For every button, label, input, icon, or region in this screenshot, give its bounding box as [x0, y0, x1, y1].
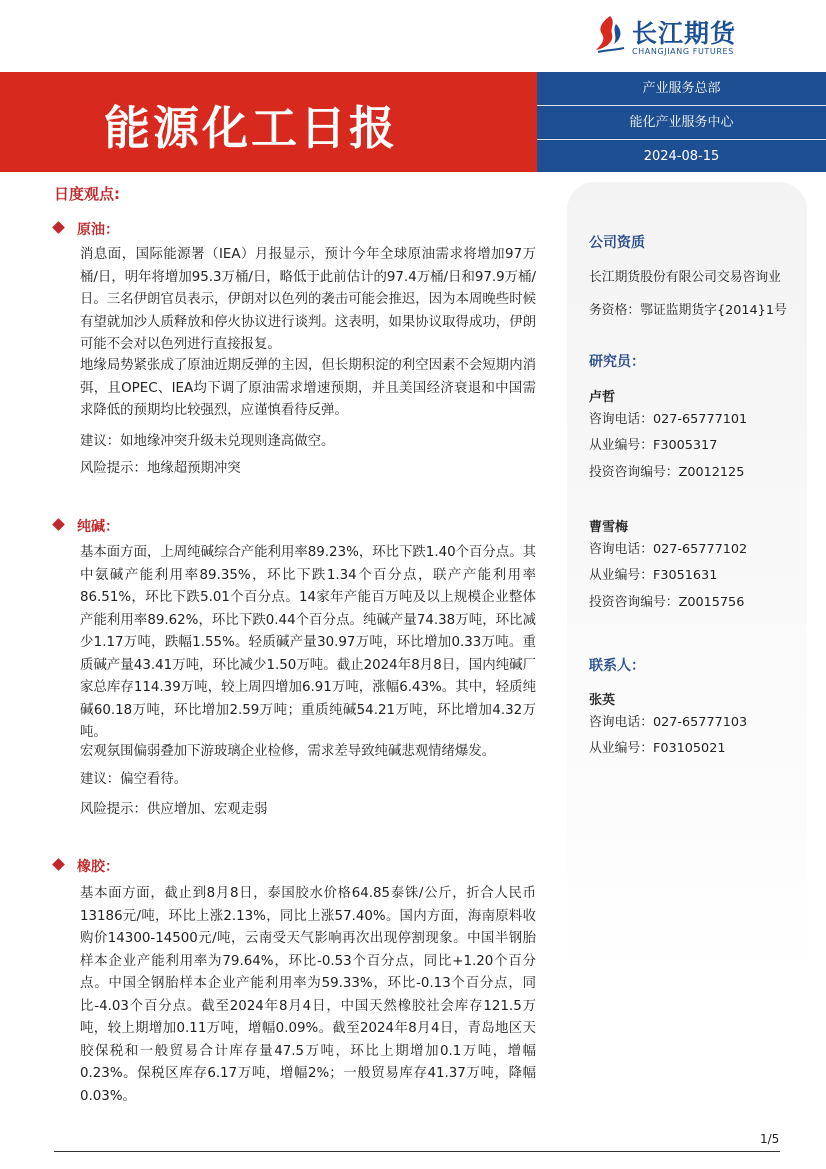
- title-banner: [0, 72, 537, 172]
- report-date: 2024-08-15: [643, 149, 720, 164]
- diamond-bullet-icon: [52, 221, 65, 234]
- service-center: 能化产业服务中心: [629, 115, 734, 130]
- page-number: 1/5: [760, 1132, 780, 1146]
- crude-risk: 风险提示：地缘超预期冲突: [80, 461, 241, 476]
- soda-paragraph-1: 基本面方面，上周纯碱综合产能利用率89.23%，环比下跌1.40个百分点。其中氨碱产能利用率89.35%，环比下跌1.34个百分点，联产产能利用率86.51%，环比下跌5.01个百分点。14家年产能百万吨及以上规模企业整体产能利用率89.62%，环比下跌0.44个百分点。纯碱产量74.38万吨，环比减少1.17万吨，跌幅1.55%。轻质碱产量30.97万吨，环比增加0.33万吨。重质碱产量43.41万吨，环比减少1.50万吨。截止2024年8月8日，国内纯碱厂家总库存114.39万吨，较上周四增加6.91万吨，涨幅6.43%。其中，轻质纯碱60.18万吨，环比增加2.59万吨；重质纯碱54.21万吨，环比增加4.32万吨。: [80, 545, 536, 740]
- logo-text-en: CHANGJIANG FUTURES: [632, 47, 734, 56]
- crude-advice: 建议：如地缘冲突升级未兑现则逢高做空。: [80, 434, 335, 449]
- crude-paragraph-1: 消息面，国际能源署（IEA）月报显示，预计今年全球原油需求将增加97万桶/日，明年将增加95.3万桶/日，略低于此前估计的97.4万桶/日和97.9万桶/日。三名伊朗官员表示，伊朗对以色列的袭击可能会推迟，因为本周晚些时候有望就加沙人质释放和停火协议进行谈判。这表明，如果协议取得成功，伊朗可能不会对以色列进行直接报复。: [80, 247, 536, 352]
- soda-heading: 纯碱：: [54, 516, 119, 536]
- researcher-name: 曹雪梅: [589, 520, 629, 535]
- diamond-bullet-icon: [52, 518, 65, 531]
- soda-advice: 建议：偏空看待。: [80, 772, 188, 787]
- researcher-license: 从业编号：F3005317: [589, 438, 718, 453]
- researcher-phone: 咨询电话：027-65777102: [589, 542, 748, 557]
- crude-heading: 原油：: [54, 219, 119, 239]
- researcher-consult-id: 投资咨询编号：Z0012125: [589, 465, 745, 480]
- company-logo: [592, 14, 762, 58]
- contact-license: 从业编号：F03105021: [589, 741, 726, 756]
- contact-name: 张英: [589, 693, 616, 708]
- report-title: 能源化工日报: [104, 101, 398, 155]
- info-box: [537, 72, 826, 172]
- crude-paragraph-2: 地缘局势紧张成了原油近期反弹的主因，但长期积淀的利空因素不会短期内消弭，且OPEC、IEA均下调了原油需求增速预期，并且美国经济衰退和中国需求降低的预期均比较强烈，应谨慎看待反弹。: [80, 358, 536, 418]
- company-qualification-title: 公司资质: [589, 235, 645, 251]
- section-title: 日度观点:: [54, 185, 120, 203]
- rubber-heading: 橡胶：: [54, 856, 119, 876]
- logo-mark-icon: [592, 14, 628, 54]
- soda-paragraph-2: 宏观氛围偏弱叠加下游玻璃企业检修，需求差导致纯碱悲观情绪爆发。: [80, 744, 496, 759]
- footer-divider: [54, 1151, 780, 1152]
- researcher-phone: 咨询电话：027-65777101: [589, 412, 748, 427]
- logo-text-cn: 长江期货: [632, 19, 737, 48]
- company-qualification-line-1: 长江期货股份有限公司交易咨询业: [589, 270, 781, 285]
- soda-risk: 风险提示：供应增加、宏观走弱: [80, 802, 268, 817]
- researcher-name: 卢哲: [589, 390, 616, 405]
- diamond-bullet-icon: [52, 858, 65, 871]
- sidebar-panel: [567, 182, 807, 982]
- researcher-license: 从业编号：F3051631: [589, 568, 718, 583]
- rubber-paragraph-1: 基本面方面，截止到8月8日，泰国胶水价格64.85泰铢/公斤，折合人民币13186元/吨，环比上涨2.13%，同比上涨57.40%。国内方面，海南原料收购价14300-14500元/吨，云南受天气影响再次出现停割现象。中国半钢胎样本企业产能利用率为79.64%，环比-0.53个百分点，同比+1.20个百分点。中国全钢胎样本企业产能利用率为59.33%，环比-0.13个百分点，同比-4.03个百分点。截至2024年8月4日，中国天然橡胶社会库存121.5万吨，较上期增加0.11万吨，增幅0.09%。截至2024年8月4日，青岛地区天胶保税和一般贸易合计库存量47.5万吨，环比上期增加0.1万吨，增幅0.23%。保税区库存6.17万吨，增幅2%；一般贸易库存41.37万吨，降幅0.03%。: [80, 886, 536, 1104]
- company-qualification-line-2: 务资格：鄂证监期货字{2014}1号: [589, 303, 787, 318]
- contact-phone: 咨询电话：027-65777103: [589, 715, 748, 730]
- contact-title: 联系人：: [589, 658, 645, 674]
- department: 产业服务总部: [642, 81, 721, 96]
- researcher-title: 研究员：: [589, 354, 645, 370]
- researcher-consult-id: 投资咨询编号：Z0015756: [589, 595, 745, 610]
